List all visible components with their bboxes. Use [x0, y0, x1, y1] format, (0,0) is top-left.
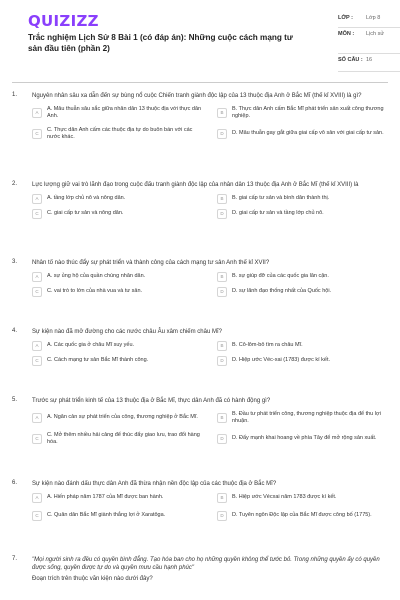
lop-label: LỚP :: [338, 15, 353, 21]
question-text: Nhân tố nào thúc đẩy sự phát triển và thành công của cách mạng tư sản Anh thế kỉ XVII?: [32, 260, 270, 266]
option-key-box[interactable]: A: [32, 341, 42, 351]
option-key-box[interactable]: D: [217, 287, 227, 297]
option-b[interactable]: [217, 493, 388, 503]
question-6: [12, 480, 388, 524]
worksheet-title: Trắc nghiệm Lịch Sử 8 Bài 1 (có đáp án): Những cuộc cách mạng tư sản đầu tiên (phần 2): [28, 33, 293, 53]
option-a[interactable]: [32, 105, 203, 121]
option-key-box[interactable]: C: [32, 209, 42, 219]
question-text: Trước sự phát triển kinh tế của 13 thuộc địa ở Bắc Mĩ, thực dân Anh đã có hành động gì?: [32, 398, 271, 404]
question-number: 6.: [12, 480, 18, 486]
option-d[interactable]: [217, 126, 388, 142]
question-number: 2.: [12, 181, 18, 187]
option-a[interactable]: [32, 341, 203, 351]
option-key-box[interactable]: C: [32, 287, 42, 297]
question-text: Đoạn trích trên thuộc văn kiện nào dưới đây?: [32, 576, 153, 583]
option-text: D. Đẩy mạnh khai hoang về phía Tây để mở rộng sản xuất.: [232, 435, 377, 442]
question-number: 4.: [12, 328, 18, 334]
option-c[interactable]: [32, 356, 203, 366]
option-text: D. sự lãnh đạo thống nhất của Quốc hội.: [232, 288, 332, 295]
option-text: B. Cô-lôm-bô tìm ra châu Mĩ.: [232, 342, 303, 349]
option-key-box[interactable]: C: [32, 356, 42, 366]
option-d[interactable]: [217, 431, 388, 447]
option-text: C. Thực dân Anh cấm các thuộc địa tự do buôn bán với các nước khác.: [47, 126, 193, 141]
option-b[interactable]: [217, 410, 388, 426]
question-number: 1.: [12, 92, 18, 98]
option-text: A. Mâu thuẫn sâu sắc giữa nhân dân 13 thuộc địa với thực dân Anh.: [47, 105, 202, 120]
options-grid: [32, 341, 388, 366]
option-text: A. Hiến pháp năm 1787 của Mĩ được ban hành.: [47, 494, 164, 501]
option-c[interactable]: [32, 431, 203, 447]
option-key-box[interactable]: D: [217, 129, 227, 139]
question-quote: "Mọi người sinh ra đều có quyền bình đẳng. Tạo hóa ban cho họ những quyền không thể tước bỏ. Trong những quyền ấy có quyền được sống, quyền được tự do và quyền mưu cầu hạnh phúc": [32, 557, 380, 572]
option-c[interactable]: [32, 508, 203, 524]
option-key-box[interactable]: D: [217, 356, 227, 366]
option-c[interactable]: [32, 126, 203, 142]
option-b[interactable]: [217, 341, 388, 351]
option-b[interactable]: [217, 194, 388, 204]
option-key-box[interactable]: C: [32, 434, 42, 444]
lop-value: Lớp 8: [366, 15, 381, 21]
option-b[interactable]: [217, 105, 388, 121]
option-d[interactable]: [217, 508, 388, 524]
option-text: A. tầng lớp chủ nô và nông dân.: [47, 195, 126, 202]
option-a[interactable]: [32, 194, 203, 204]
options-grid: [32, 272, 388, 297]
option-key-box[interactable]: A: [32, 493, 42, 503]
question-7: [12, 556, 388, 583]
meta-row-socau: [338, 54, 400, 72]
option-a[interactable]: [32, 272, 203, 282]
meta-row-mon: [338, 28, 400, 54]
question-text: Lực lượng giữ vai trò lãnh đạo trong cuộc đấu tranh giành độc lập của nhân dân 13 thuộc địa Anh ở Bắc Mĩ (thế kỉ XVIII) là: [32, 182, 359, 188]
question-2: [12, 181, 388, 219]
option-key-box[interactable]: D: [217, 209, 227, 219]
option-text: B. sự giúp đỡ của các quốc gia lân cận.: [232, 273, 329, 280]
question-text: Nguyên nhân sâu xa dẫn đến sự bùng nổ cuộc Chiến tranh giành độc lập của 13 thuộc địa Anh ở Bắc Mĩ (thế kỉ XVIII) là gì?: [32, 93, 362, 99]
socau-label: SỐ CÂU :: [338, 57, 363, 63]
option-text: C. giai cấp tư sản và nông dân.: [47, 210, 124, 217]
option-key-box[interactable]: A: [32, 108, 42, 118]
option-text: B. Hiệp ước Vécxai năm 1783 được kí kết.: [232, 494, 337, 501]
option-text: A. Các quốc gia ở châu Mĩ suy yếu.: [47, 342, 135, 349]
option-text: B. Đầu tư phát triển công, thương nghiệp thuộc địa để thu lợi nhuận.: [232, 410, 381, 425]
mon-label: MÔN :: [338, 31, 355, 37]
option-d[interactable]: [217, 356, 388, 366]
option-key-box[interactable]: A: [32, 272, 42, 282]
mon-value: Lịch sử: [366, 31, 385, 37]
question-text: Sự kiện nào đánh dấu thực dân Anh đã thừa nhận nền độc lập của các thuộc địa ở Bắc Mĩ?: [32, 481, 277, 487]
options-grid: [32, 493, 388, 524]
question-5: [12, 397, 388, 447]
options-grid: [32, 105, 388, 142]
option-key-box[interactable]: A: [32, 194, 42, 204]
option-text: B. Thực dân Anh cấm Bắc Mĩ phát triển sản xuất công thương nghiệp.: [232, 105, 384, 120]
option-text: D. Mâu thuẫn gay gắt giữa giai cấp vô sản với giai cấp tư sản.: [232, 130, 384, 137]
option-text: D. Hiệp ước Véc-xai (1783) được kí kết.: [232, 357, 331, 364]
option-d[interactable]: [217, 209, 388, 219]
option-d[interactable]: [217, 287, 388, 297]
question-number: 7.: [12, 556, 18, 562]
option-c[interactable]: [32, 209, 203, 219]
option-text: D. giai cấp tư sản và tầng lớp chủ nô.: [232, 210, 324, 217]
meta-table: [338, 12, 400, 72]
option-text: C. Mở thêm nhiều hải cảng để thúc đẩy giao lưu, trao đổi hàng hóa.: [47, 431, 200, 446]
option-key-box[interactable]: B: [217, 413, 227, 423]
option-key-box[interactable]: B: [217, 493, 227, 503]
option-key-box[interactable]: A: [32, 413, 42, 423]
option-text: C. vai trò to lớn của nhà vua và tư sản.: [47, 288, 143, 295]
question-4: [12, 328, 388, 366]
question-text: Sự kiện nào đã mở đường cho các nước châu Âu xâm chiếm châu Mĩ?: [32, 329, 222, 335]
meta-row-lop: [338, 12, 400, 28]
question-number: 3.: [12, 259, 18, 265]
option-key-box[interactable]: C: [32, 511, 42, 521]
option-a[interactable]: [32, 410, 203, 426]
socau-value: 16: [366, 57, 373, 63]
option-text: D. Tuyên ngôn Độc lập của Bắc Mĩ được công bố (1775).: [232, 512, 372, 519]
option-text: A. Ngăn cản sự phát triển của công, thương nghiệp ở Bắc Mĩ.: [47, 414, 198, 421]
option-b[interactable]: [217, 272, 388, 282]
question-3: [12, 259, 388, 297]
option-key-box[interactable]: D: [217, 511, 227, 521]
options-grid: [32, 410, 388, 447]
option-key-box[interactable]: B: [217, 341, 227, 351]
option-key-box[interactable]: B: [217, 272, 227, 282]
option-key-box[interactable]: B: [217, 194, 227, 204]
option-key-box[interactable]: C: [32, 129, 42, 139]
option-text: B. giai cấp tư sản và bình dân thành thị.: [232, 195, 330, 202]
option-text: C. Quân dân Bắc Mĩ giành thắng lợi ở Xaratôga.: [47, 512, 166, 519]
option-c[interactable]: [32, 287, 203, 297]
header-divider: [12, 82, 388, 83]
question-1: [12, 92, 388, 142]
quizizz-logo[interactable]: QUIZIZZ: [28, 12, 99, 30]
option-key-box[interactable]: B: [217, 108, 227, 118]
option-a[interactable]: [32, 493, 203, 503]
option-text: A. sự ủng hộ của quần chúng nhân dân.: [47, 273, 146, 280]
question-number: 5.: [12, 397, 18, 403]
worksheet-header: [16, 0, 384, 80]
option-key-box[interactable]: D: [217, 434, 227, 444]
options-grid: [32, 194, 388, 219]
option-text: C. Cách mạng tư sản Bắc Mĩ thành công.: [47, 357, 149, 364]
